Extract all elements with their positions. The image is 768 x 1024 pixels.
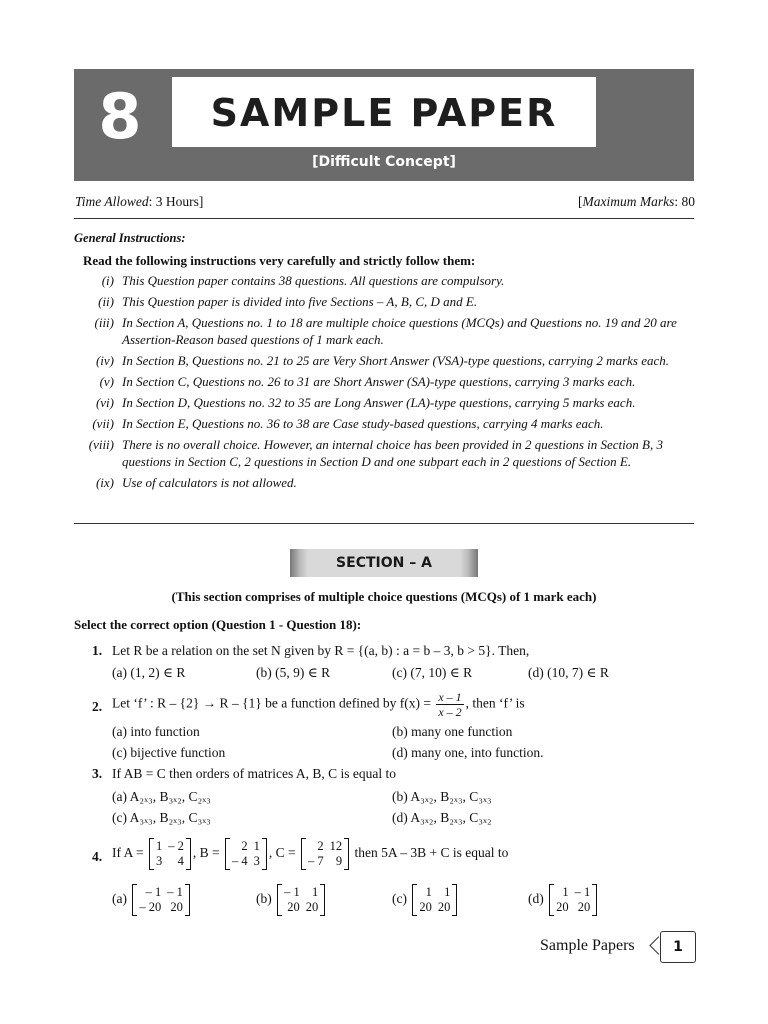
option-b: (b) A₃ₓ₂, B₂ₓ₃, C₃ₓ₃ [392, 789, 492, 804]
select-instruction: Select the correct option (Question 1 - Question 18): [74, 617, 362, 632]
option-a: (a) – 1 – 1 – 20 20 [112, 884, 192, 916]
page-number: 1 [660, 931, 696, 963]
option-c: (c) bijective function [112, 745, 226, 760]
option-d: (d) 1 – 1 20 20 [528, 884, 599, 916]
matrix-c: 2 12 – 7 9 [301, 838, 349, 870]
instruction-item: (vi) In Section D, Questions no. 32 to 35 are Long Answer (LA)-type questions, carrying 5 marks each. [95, 395, 636, 410]
question-text: If A = 1 – 2 3 4 , B = 2 1 – 4 3 , C = 2 12 – 7 9 then 5A – 3B + C is equal to [112, 839, 509, 868]
section-banner [290, 549, 478, 577]
paper-number: 8 [98, 80, 142, 153]
section-note: (This section comprises of multiple choice questions (MCQs) of 1 mark each) [171, 589, 597, 604]
instruction-item: (vii) In Section E, Questions no. 36 to 38 are Case study-based questions, carrying 4 marks each. [92, 416, 604, 431]
option-b: (b) many one function [392, 724, 513, 739]
option-c: (c) A₃ₓ₃, B₂ₓ₃, C₃ₓ₃ [112, 810, 211, 825]
question-number: 1. [92, 643, 103, 658]
instructions-intro: Read the following instructions very carefully and strictly follow them: [83, 253, 476, 268]
option-b: (b) (5, 9) ∈ R [256, 665, 331, 680]
option-d: (d) (10, 7) ∈ R [528, 665, 609, 680]
matrix-a: 1 – 2 3 4 [149, 838, 191, 870]
instructions-title: General Instructions: [74, 231, 186, 245]
instruction-item: (ii) This Question paper is divided into five Sections – A, B, C, D and E. [98, 294, 478, 309]
matrix-b: 2 1 – 4 3 [225, 838, 267, 870]
option-c: (c) 1 1 20 20 [392, 884, 459, 916]
instruction-item: (iv) In Section B, Questions no. 21 to 25 are Very Short Answer (VSA)-type questions, carrying 2 marks each. [95, 353, 669, 368]
option-a: (a) into function [112, 724, 200, 739]
option-d: (d) many one, into function. [392, 745, 544, 760]
question-number: 2. [92, 699, 103, 714]
question-number: 3. [92, 766, 103, 781]
question-text: If AB = C then orders of matrices A, B, C is equal to [112, 766, 396, 781]
option-b: (b) – 1 1 20 20 [256, 884, 327, 916]
option-c: (c) (7, 10) ∈ R [392, 665, 473, 680]
time-allowed: Time Allowed: 3 Hours] [75, 194, 204, 209]
question-4 [74, 838, 694, 878]
maximum-marks: [Maximum Marks: 80 [578, 194, 695, 209]
instruction-item: (v) In Section C, Questions no. 26 to 31 are Short Answer (SA)-type questions, carrying 3 marks each. [99, 374, 636, 389]
paper-header [74, 69, 694, 181]
option-matrix: 1 1 20 20 [412, 884, 457, 916]
option-d: (d) A₃ₓ₂, B₂ₓ₃, C₃ₓ₂ [392, 810, 492, 825]
option-matrix: 1 – 1 20 20 [549, 884, 597, 916]
meta-row [75, 194, 695, 214]
option-a: (a) (1, 2) ∈ R [112, 665, 186, 680]
fraction: $\frac{x - 1}{x - 2}$ [438, 690, 462, 719]
section-title: SECTION – A [336, 555, 432, 571]
question-number: 4. [92, 849, 103, 864]
paper-title: SAMPLE PAPER [172, 77, 596, 147]
top-divider [74, 218, 694, 219]
footer-label: Sample Papers [540, 937, 635, 954]
instruction-item: (viii) There is no overall choice. However, an internal choice has been provided in 2 questions in Section B, 3 questions in Section C, 2 questions in Section D and one subpart each in 2 questions of Section E. [88, 437, 663, 469]
instruction-item: (ix) Use of calculators is not allowed. [95, 475, 297, 490]
instructions-divider [74, 523, 694, 524]
option-a: (a) A₂ₓ₃, B₃ₓ₂, C₂ₓ₃ [112, 789, 211, 804]
paper-subtitle: [Difficult Concept] [312, 154, 456, 170]
question-2 [74, 690, 694, 724]
option-matrix: – 1 – 1 – 20 20 [132, 884, 190, 916]
option-matrix: – 1 1 20 20 [277, 884, 325, 916]
question-text: Let ‘f’ : R – {2} → R – {1} be a function defined by f(x) = $\frac{x - 1}{x - 2}$ , then ‘f’ is [112, 690, 525, 719]
instruction-item: (i) This Question paper contains 38 questions. All questions are compulsory. [101, 273, 505, 288]
general-instructions [74, 230, 694, 495]
instruction-item: (iii) In Section A, Questions no. 1 to 18 are multiple choice questions (MCQs) and Questions no. 19 and 20 are Assertion-Reason based questions of 1 mark each. [94, 315, 677, 347]
question-text: Let R be a relation on the set N given by R = {(a, b) : a = b – 3, b > 5}. Then, [112, 643, 530, 658]
